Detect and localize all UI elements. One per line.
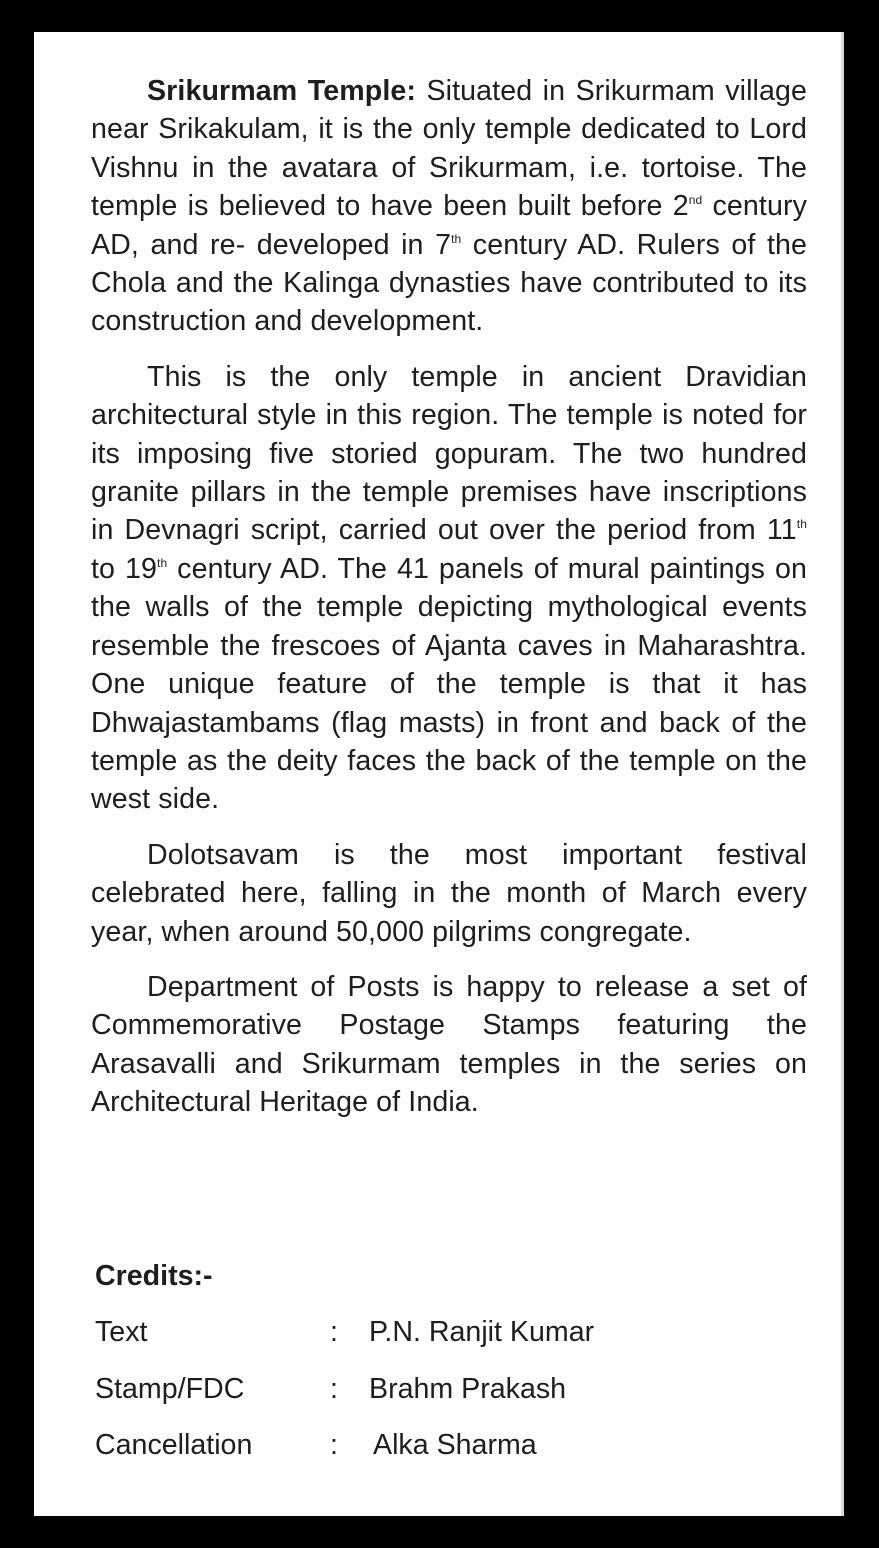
paragraph-text: to 19	[91, 552, 158, 585]
credit-name: Brahm Prakash	[369, 1373, 567, 1405]
document-sheet	[34, 32, 844, 1516]
paragraph-text: century AD. The 41 panels of mural paintings on the walls of the temple depicting mythological events resemble the frescoes of Ajanta caves in Maharashtra. One unique feature of the temple is that it has Dhwajastambams (flag masts) in front and back of the temple as the deity faces the back of the temple on the west side.	[91, 552, 807, 816]
credit-separator: :	[330, 1373, 338, 1405]
credit-name: P.N. Ranjit Kumar	[369, 1316, 595, 1348]
paragraph-srikurmam-temple	[91, 72, 807, 341]
credit-role: Stamp/FDC	[95, 1373, 245, 1405]
paragraph-text: century AD. Rulers of the Chola and the Kalinga dynasties have contributed to its construction and development.	[91, 228, 807, 338]
paragraph-text: Situated in Srikurmam village near Srikakulam, it is the only temple dedicated to Lord Vishnu in the avatara of Srikurmam, i.e. tortoise. The temple is believed to have been built before 2	[91, 75, 807, 223]
body-text	[91, 72, 807, 1122]
paragraph-architecture	[91, 358, 807, 819]
credits-heading: Credits:-	[95, 1260, 213, 1292]
paragraph-text: Department of Posts is happy to release a set of Commemorative Postage Stamps featuring the Arasavalli and Srikurmam temples in the series on Architectural Heritage of India.	[91, 970, 807, 1119]
credit-separator: :	[330, 1429, 338, 1461]
credit-name: Alka Sharma	[373, 1429, 537, 1461]
credit-row-stamp-fdc	[95, 1369, 795, 1409]
credit-role: Cancellation	[95, 1429, 253, 1461]
superscript: th	[451, 231, 462, 246]
credit-row-text	[95, 1312, 795, 1352]
paragraph-text: century AD, and re- developed in 7	[91, 190, 807, 261]
paragraph-text: This is the only temple in ancient Dravidian architectural style in this region. The temple is noted for its imposing five storied gopuram. The two hundred granite pillars in the temple premises have inscriptions in Devnagri script, carried out over the period from 11	[91, 360, 807, 547]
superscript: th	[796, 517, 807, 532]
paragraph-text: Dolotsavam is the most important festival celebrated here, falling in the month of March every year, when around 50,000 pilgrims congregate.	[91, 838, 807, 948]
paragraph-lead-heading: Srikurmam Temple:	[147, 75, 416, 107]
superscript: th	[157, 555, 168, 570]
superscript: nd	[688, 193, 703, 208]
paragraph-festival	[91, 836, 807, 951]
credit-separator: :	[330, 1316, 338, 1348]
credit-row-cancellation	[95, 1425, 795, 1465]
credit-role: Text	[95, 1316, 148, 1348]
paragraph-release	[91, 968, 807, 1122]
